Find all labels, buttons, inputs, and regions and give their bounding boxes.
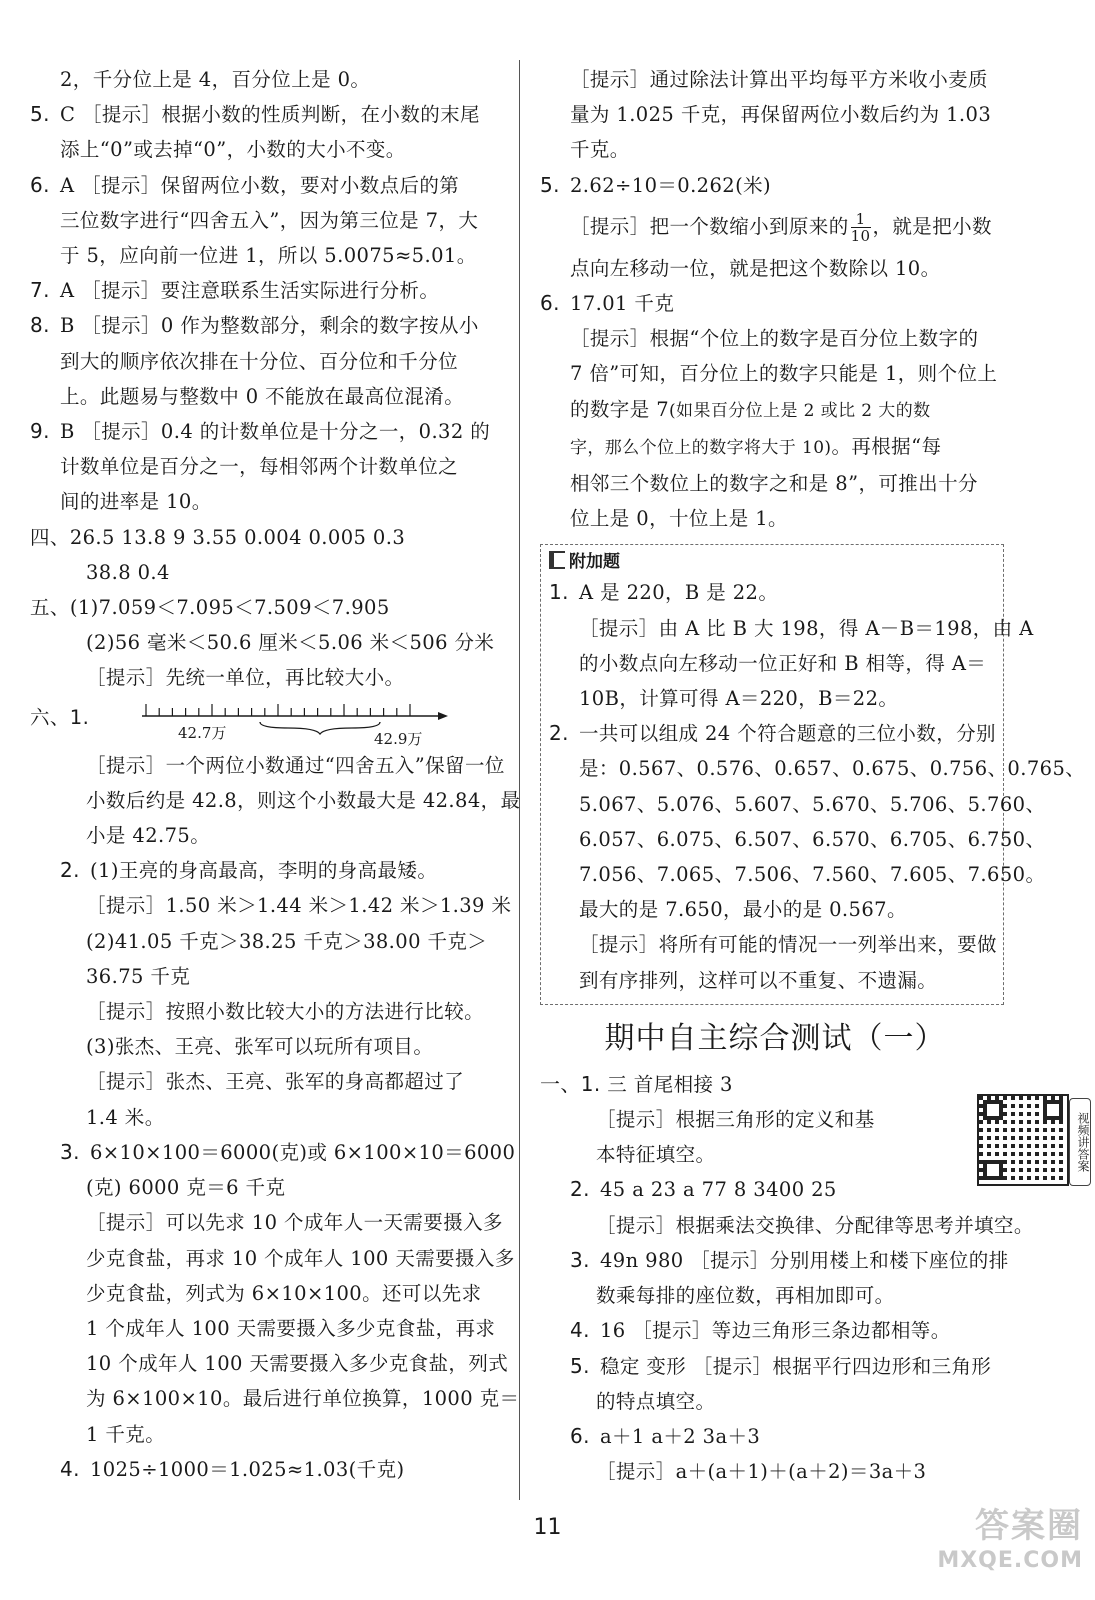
right-after-lines [540,466,1010,536]
qr-label: 视频讲答案 [1069,1098,1091,1186]
test-item-number: 一、1. [540,1071,601,1096]
section-4-line-1: 四、26.5 13.8 9 3.55 0.004 0.005 0.3 [30,525,406,549]
qr-finder-top-right [1043,1100,1063,1120]
right-mid-line [540,321,1010,356]
test-line [540,1384,1010,1419]
test-line [540,1102,1010,1137]
right-top-text: 2.62÷10＝0.262(米) [570,173,772,197]
section-6-line [30,1170,508,1205]
right-mid-line [540,356,1010,391]
section-6-text: 6×10×100＝6000(克)或 6×100×10＝6000 [90,1140,516,1164]
qr-code-icon[interactable] [977,1094,1069,1186]
right-top-item-number: 5. [540,172,560,197]
section-6-text: 小数后约是 42.8，则这个小数最大是 42.84，最 [86,788,521,812]
test-line [540,1278,1010,1313]
bonus-line [549,575,995,610]
answer-line [30,379,508,414]
section-6-line [30,1029,508,1064]
test-text: 49n 980 ［提示］分别用楼上和楼下座位的排 [600,1248,1009,1272]
right-mid-text: 点向左移动一位，就是把这个数除以 10。 [570,256,941,280]
bonus-text: ［提示］将所有可能的情况一一列举出来，要做 [579,933,997,957]
section-6-lines [30,748,521,1487]
number-line-brace [260,722,380,734]
answer-text: 三位数字进行“四舍五入”，因为第三位是 7，大 [60,208,479,232]
answer-text: 计数单位是百分之一，每相邻两个计数单位之 [60,455,459,479]
test-line [540,1243,1010,1278]
section-6-numberline-row [30,696,508,748]
right-top-text: 量为 1.025 千克，再保留两位小数后约为 1.03 [570,103,992,127]
fraction-one-tenth: $\frac{1}{10}$ [850,209,871,245]
section-6-line [30,783,521,818]
bonus-flag-icon [549,551,565,569]
answer-line [30,62,508,97]
test-item-number: 2. [570,1177,590,1202]
section-6-text: ［提示］按照小数比较大小的方法进行比较。 [86,1000,485,1024]
answer-item-number: 8. [30,313,50,338]
bonus-text: 最大的是 7.650，最小的是 0.567。 [579,898,907,922]
answer-item-number: 9. [30,419,50,444]
right-after-text: 相邻三个数位上的数字之和是 8”，可推出十分 [570,472,978,496]
test-line [540,1208,1034,1243]
section-6-line [30,1135,516,1170]
section-6-line [30,888,512,923]
section-6-item-number: 4. [60,1456,80,1481]
right-after-line [540,466,1010,501]
right-top-line [540,168,1010,203]
number-line-left-label: 42.7万 [178,723,227,742]
left-answer-lines [30,62,508,520]
section-6-line [30,1205,508,1240]
section-6-text: (克) 6000 克＝6 千克 [86,1176,286,1200]
test-text: 三 首尾相接 3 [607,1072,733,1096]
small-note-line-2: 字，那么个位上的数字将大于 10)。再根据“每 [570,434,942,458]
section-6-text: (2)41.05 千克＞38.25 千克＞38.00 千克＞ [86,929,488,953]
answer-line [30,484,508,519]
section-6-line [30,1311,508,1346]
section-6-item-number: 2. [60,858,80,883]
bonus-line [549,716,995,751]
bonus-line [549,787,1046,822]
bonus-text: 的小数点向左移动一位正好和 B 相等，得 A＝ [579,651,987,675]
section-6-text: 少克食盐，再求 10 个成年人 100 天需要摄入多 [86,1246,515,1270]
section-6-line [30,994,508,1029]
right-mid-line [540,286,1010,321]
test-text: a＋1 a＋2 3a＋3 [600,1424,761,1448]
answer-text: A ［提示］保留两位小数，要对小数点后的第 [60,173,460,197]
column-divider [519,60,520,1500]
section-5-line-3: ［提示］先统一单位，再比较大小。 [86,666,405,690]
watermark-logo-text: 答案圈 [975,1506,1083,1546]
test-line [540,1137,1010,1172]
answer-text: 2，千分位上是 4，百分位上是 0。 [60,68,371,91]
number-line-right-label: 42.9万 [374,729,423,748]
right-top-text: ［提示］通过除法计算出平均每平方米收小麦质 [570,68,988,91]
right-after-text: 位上是 0，十位上是 1。 [570,507,788,531]
bonus-line [549,751,1086,786]
section-6-text: 1025÷1000＝1.025≈1.03(千克) [90,1457,405,1481]
section-6-text: 少克食盐，列式为 6×10×100。还可以先求 [86,1281,482,1305]
answer-line [30,132,508,167]
answer-line [30,344,508,379]
bonus-line [549,927,995,962]
section-6-line [30,748,508,783]
answer-text: 上。此题易与整数中 0 不能放在最高位混淆。 [60,384,465,408]
answer-line [30,449,508,484]
left-column [30,62,521,1487]
test-text: 本特征填空。 [596,1143,716,1167]
answer-text: 到大的顺序依次排在十分位、百分位和千分位 [60,349,459,373]
answer-text: A ［提示］要注意联系生活实际进行分析。 [60,279,440,303]
bonus-line [549,611,1034,646]
test-line [540,1454,1010,1489]
test-text: 45 a 23 a 77 8 3400 25 [600,1178,837,1202]
bonus-text: 10B，计算可得 A＝220，B＝22。 [579,687,899,711]
section-6-label: 六、1. [30,705,90,729]
test-text: 16 ［提示］等边三角形三条边都相等。 [600,1319,951,1343]
bonus-line [549,681,995,716]
section-6-line [30,959,508,994]
section-6-text: 1 千克。 [86,1422,166,1446]
section-6-line [30,1241,515,1276]
test-text: 稳定 变形 ［提示］根据平行四边形和三角形 [600,1354,992,1378]
bonus-text: 7.056、7.065、7.506、7.560、7.605、7.650。 [579,863,1046,887]
section-4-line-2: 38.8 0.4 [86,560,170,584]
test-line [540,1067,1010,1102]
section-5-line-1: 五、(1)7.059＜7.095＜7.509＜7.905 [30,596,390,620]
section-6-text: 1.4 米。 [86,1105,165,1129]
bonus-box [540,544,1086,1004]
test-text: ［提示］根据三角形的定义和基 [596,1108,875,1132]
answer-text: C ［提示］根据小数的性质判断，在小数的末尾 [60,103,480,127]
watermark [903,1504,1083,1594]
right-top-line [540,97,1010,132]
answer-item-number: 5. [30,102,50,127]
bonus-line [549,857,1046,892]
bonus-text: 到有序排列，这样可以不重复、不遗漏。 [579,968,938,992]
section-6-line [30,1346,508,1381]
test-line [540,1349,1010,1384]
answer-line [30,308,508,343]
test-text: ［提示］根据乘法交换律、分配律等思考并填空。 [596,1213,1034,1237]
test-text: 的特点填空。 [596,1389,716,1413]
page-number: 11 [533,1515,562,1540]
answer-line [30,97,508,132]
bonus-line [549,963,995,998]
answer-line [30,414,508,449]
section-6-line [30,1100,508,1135]
bonus-lines [549,575,1086,997]
test-item-number: 3. [570,1247,590,1272]
bonus-text: ［提示］由 A 比 B 大 198，得 A－B＝198，由 A [579,616,1034,640]
right-mid-text: ［提示］根据“个位上的数字是百分位上数字的 [570,327,979,351]
section-6-line [30,924,508,959]
bonus-line [549,822,1046,857]
right-top-line [540,62,1010,97]
answer-line [30,238,508,273]
answer-text: 于 5，应向前一位进 1，所以 5.0075≈5.01。 [60,244,477,268]
bonus-text: 5.067、5.076、5.607、5.670、5.706、5.760、 [579,792,1046,816]
bonus-item-number: 1. [549,580,569,605]
answer-line [30,168,508,203]
number-line-arrow [438,712,448,720]
section-6-text: ［提示］一个两位小数通过“四舍五入”保留一位 [86,753,505,777]
right-top-line [540,132,1010,167]
bonus-text: 一共可以组成 24 个符合题意的三位小数，分别 [579,722,996,746]
bonus-title: 附加题 [549,549,995,575]
right-mid-item-number: 6. [540,291,560,316]
qr-finder-bottom-left [983,1160,1003,1180]
section-5-line-2: (2)56 毫米＜50.6 厘米＜5.06 米＜506 分米 [86,631,495,655]
section-6-text: (3)张杰、王亮、张军可以玩所有项目。 [86,1035,434,1059]
section-6-text: ［提示］1.50 米＞1.44 米＞1.42 米＞1.39 米 [86,894,512,918]
right-mid-line [540,251,1010,286]
section-6-line [30,1381,520,1416]
small-note-line-1: 的数字是 7(如果百分位上是 2 或比 2 大的数 [570,397,931,421]
answer-line [30,273,508,308]
number-line [138,696,458,748]
test-item-number: 5. [570,1353,590,1378]
section-6-line [30,853,508,888]
section-6-text: ［提示］可以先求 10 个成年人一天需要摄入多 [86,1211,503,1235]
bonus-line [549,646,995,681]
number-line-ticks [146,704,410,716]
section-6-line [30,1417,508,1452]
section-6-text: 小是 42.75。 [86,824,211,848]
test-line [540,1313,1010,1348]
answer-item-number: 7. [30,278,50,303]
section-6-text: ［提示］张杰、王亮、张军的身高都超过了 [86,1070,465,1094]
answer-text: B ［提示］0 作为整数部分，剩余的数字按从小 [60,314,479,338]
section-6-line [30,1276,508,1311]
test-section-title: 期中自主综合测试（一） [604,1020,946,1056]
answer-text: 间的进率是 10。 [60,490,212,514]
bonus-line [549,892,995,927]
answer-text: B ［提示］0.4 的计数单位是十分之一，0.32 的 [60,420,491,444]
right-after-line [540,501,1010,536]
test-text: ［提示］a＋(a＋1)＋(a＋2)＝3a＋3 [596,1460,927,1484]
section-6-line [30,1064,508,1099]
test-item-number: 6. [570,1423,590,1448]
right-top-lines [540,62,1010,203]
section-6-text: 36.75 千克 [86,964,191,988]
right-mid-text: 17.01 千克 [570,292,675,316]
right-top-text: 千克。 [570,138,630,162]
right-mid-text: 7 倍”可知，百分位上的数字只能是 1，则个位上 [570,362,998,386]
fraction-hint-line: ［提示］把一个数缩小到原来的 $\frac{1}{10}$ ，就是把小数 [570,209,992,245]
bonus-text: A 是 220，B 是 22。 [579,581,779,605]
test-answer-lines [540,1067,1034,1489]
bonus-text: 6.057、6.075、6.507、6.570、6.705、6.750、 [579,827,1046,851]
section-6-line [30,1452,508,1487]
test-line [540,1172,1010,1207]
section-6-text: 10 个成年人 100 天需要摄入多少克食盐，列式 [86,1352,509,1376]
test-item-number: 4. [570,1318,590,1343]
section-6-line [30,818,508,853]
section-6-text: (1)王亮的身高最高，李明的身高最矮。 [90,859,438,883]
section-6-text: 1 个成年人 100 天需要摄入多少克食盐，再求 [86,1316,496,1340]
section-6-item-number: 3. [60,1139,80,1164]
answer-text: 添上“0”或去掉“0”，小数的大小不变。 [60,138,406,162]
watermark-url: MXQE.COM [937,1548,1083,1573]
right-mid-lines [540,251,1010,392]
answer-item-number: 6. [30,172,50,197]
test-text: 数乘每排的座位数，再相加即可。 [596,1284,895,1308]
qr-finder-top-left [983,1100,1003,1120]
bonus-text: 是：0.567、0.576、0.657、0.675、0.756、0.765、 [579,757,1086,781]
bonus-item-number: 2. [549,721,569,746]
section-6-text: 为 6×100×10。最后进行单位换算，1000 克＝ [86,1387,520,1411]
answer-line [30,203,508,238]
test-line [540,1419,1010,1454]
